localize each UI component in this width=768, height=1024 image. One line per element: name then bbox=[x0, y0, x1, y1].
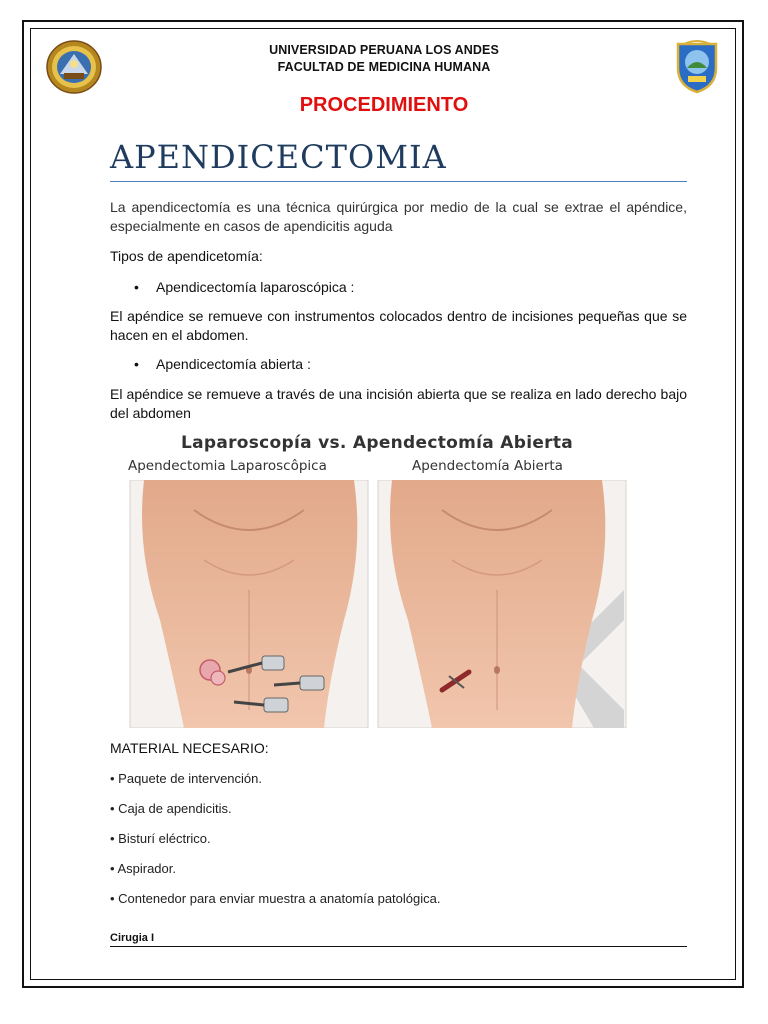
material-item: • Contenedor para enviar muestra a anatomía patológica. bbox=[110, 891, 441, 906]
footer-rule bbox=[110, 946, 687, 947]
intro-paragraph: La apendicectomía es una técnica quirúrgica por medio de la cual se extrae el apéndice, especialmente en casos de apendicitis aguda bbox=[110, 199, 687, 234]
document-title: APENDICECTOMIA bbox=[110, 138, 447, 176]
type-item-label: Apendicectomía abierta : bbox=[156, 356, 311, 372]
type-item-label: Apendicectomía laparoscópica : bbox=[156, 279, 355, 295]
section-heading: PROCEDIMIENTO bbox=[299, 94, 469, 116]
figure-caption-left: Apendectomia Laparoscôpica bbox=[128, 458, 327, 474]
figure-title: Laparoscopía vs. Apendectomía Abierta bbox=[180, 433, 574, 453]
types-heading: Tipos de apendicetomía: bbox=[110, 248, 263, 264]
material-item: • Caja de apendicitis. bbox=[110, 801, 232, 816]
footer-course: Cirugia I bbox=[110, 932, 155, 944]
torso-illustration-icon bbox=[124, 480, 630, 728]
comparison-figure bbox=[124, 432, 630, 728]
faculty-name: FACULTAD DE MEDICINA HUMANA bbox=[277, 60, 491, 74]
laparoscopic-description: El apéndice se remueve con instrumentos colocados dentro de incisiones pequeñas que se hacen en el abdomen. bbox=[110, 308, 687, 343]
open-description: El apéndice se remueve a través de una incisión abierta que se realiza en lado derecho bajo del abdomen bbox=[110, 386, 687, 421]
university-name: UNIVERSIDAD PERUANA LOS ANDES bbox=[269, 43, 499, 57]
material-item: • Paquete de intervención. bbox=[110, 771, 262, 786]
material-item: • Bisturí eléctrico. bbox=[110, 831, 211, 846]
figure-caption-right: Apendectomía Abierta bbox=[412, 458, 563, 474]
bullet-icon: • bbox=[134, 279, 139, 295]
materials-heading: MATERIAL NECESARIO: bbox=[110, 740, 269, 756]
material-item: • Aspirador. bbox=[110, 861, 176, 876]
title-underline bbox=[110, 181, 687, 182]
bullet-icon: • bbox=[134, 356, 139, 372]
